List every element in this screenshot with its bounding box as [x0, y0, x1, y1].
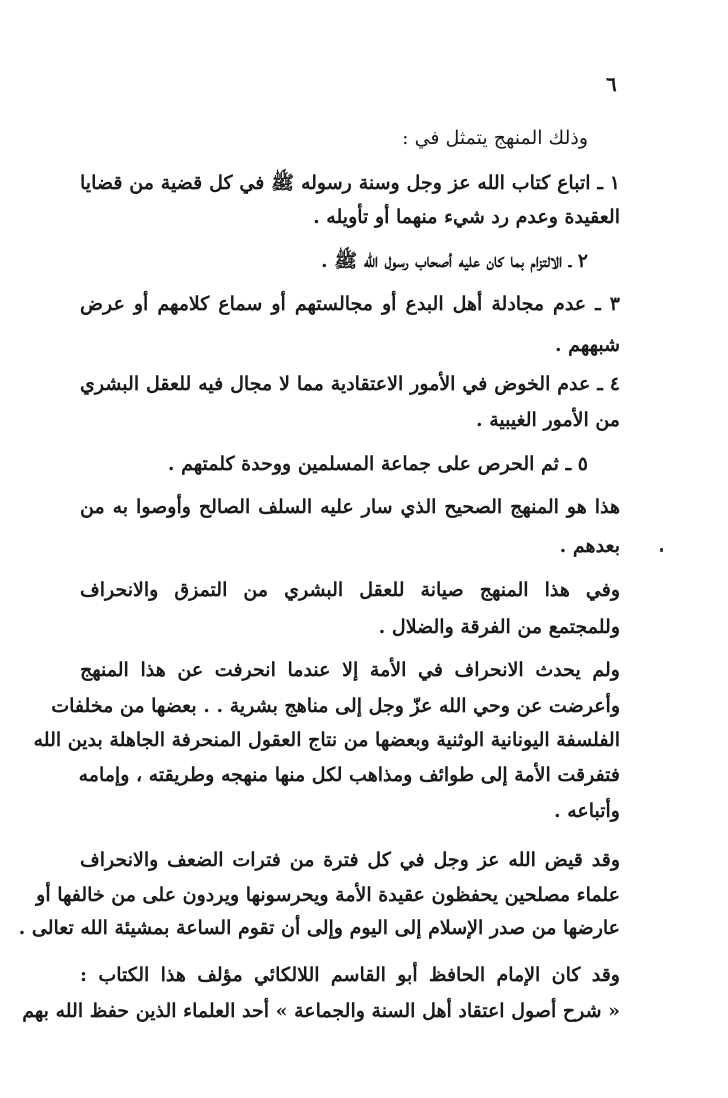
text-line: ٥ ـ ثم الحرص على جماعة المسلمين ووحدة كلمتهم . — [167, 453, 588, 475]
text-line: الفلسفة اليونانية الوثنية وبعضها من نتاج العقول المنحرفة الجاهلة بدين الله — [33, 729, 620, 751]
text-line: عارضها من صدر الإسلام إلى اليوم وإلى أن تقوم الساعة بمشيئة الله تعالى . — [18, 917, 620, 939]
text-line: وفي هذا المنهج صيانة للعقل البشري من التمزق والانحراف — [80, 579, 620, 601]
text-line: ١ ـ اتباع كتاب الله عز وجل وسنة رسوله ﷺ في كل قضية من قضايا — [80, 172, 620, 194]
text-line: وذلك المنهج يتمثل في : — [402, 127, 588, 149]
page-number: ٦ — [606, 72, 617, 96]
text-line: « شرح أصول اعتقاد أهل السنة والجماعة » أحد العلماء الذين حفظ الله بهم — [22, 1000, 620, 1022]
text-line: وللمجتمع من الفرقة والضلال . — [378, 616, 620, 638]
text-line: شبههم . — [554, 334, 620, 356]
text-line: العقيدة وعدم رد شيء منهما أو تأويله . — [313, 206, 620, 228]
ink-speck — [660, 548, 663, 552]
text-line: وقد كان الإمام الحافظ أبو القاسم اللالكائي مؤلف هذا الكتاب : — [80, 964, 620, 986]
text-line: ولم يحدث الانحراف في الأمة إلا عندما انحرفت عن هذا المنهج — [80, 659, 620, 681]
text-line: وقد قيض الله عز وجل في كل فترة من فترات الضعف والانحراف — [80, 849, 620, 871]
text-line: هذا هو المنهج الصحيح الذي سار عليه السلف الصالح وأوصوا به من — [80, 496, 620, 518]
text-line: ٣ ـ عدم مجادلة أهل البدع أو مجالستهم أو سماع كلامهم أو عرض — [80, 293, 620, 315]
text-line: علماء مصلحين يحفظون عقيدة الأمة ويحرسونها ويردون على من خالفها أو — [36, 884, 620, 906]
text-line: فتفرقت الأمة إلى طوائف ومذاهب لكل منها منهجه وطريقته ، وإمامه — [78, 764, 620, 786]
text-line: من الأمور الغيبية . — [475, 409, 620, 431]
text-line: ٢ ـ الالتزام بما كان عليه أصحاب رسول الله ﷺ . — [321, 250, 588, 272]
text-line: وأعرضت عن وحي الله عزّ وجل إلى مناهج بشرية . . بعضها من مخلفات — [51, 695, 620, 717]
text-line: ٤ ـ عدم الخوض في الأمور الاعتقادية مما لا مجال فيه للعقل البشري — [80, 373, 620, 395]
text-line: وأتباعه . — [553, 800, 620, 822]
text-line: بعدهم . — [559, 535, 620, 557]
